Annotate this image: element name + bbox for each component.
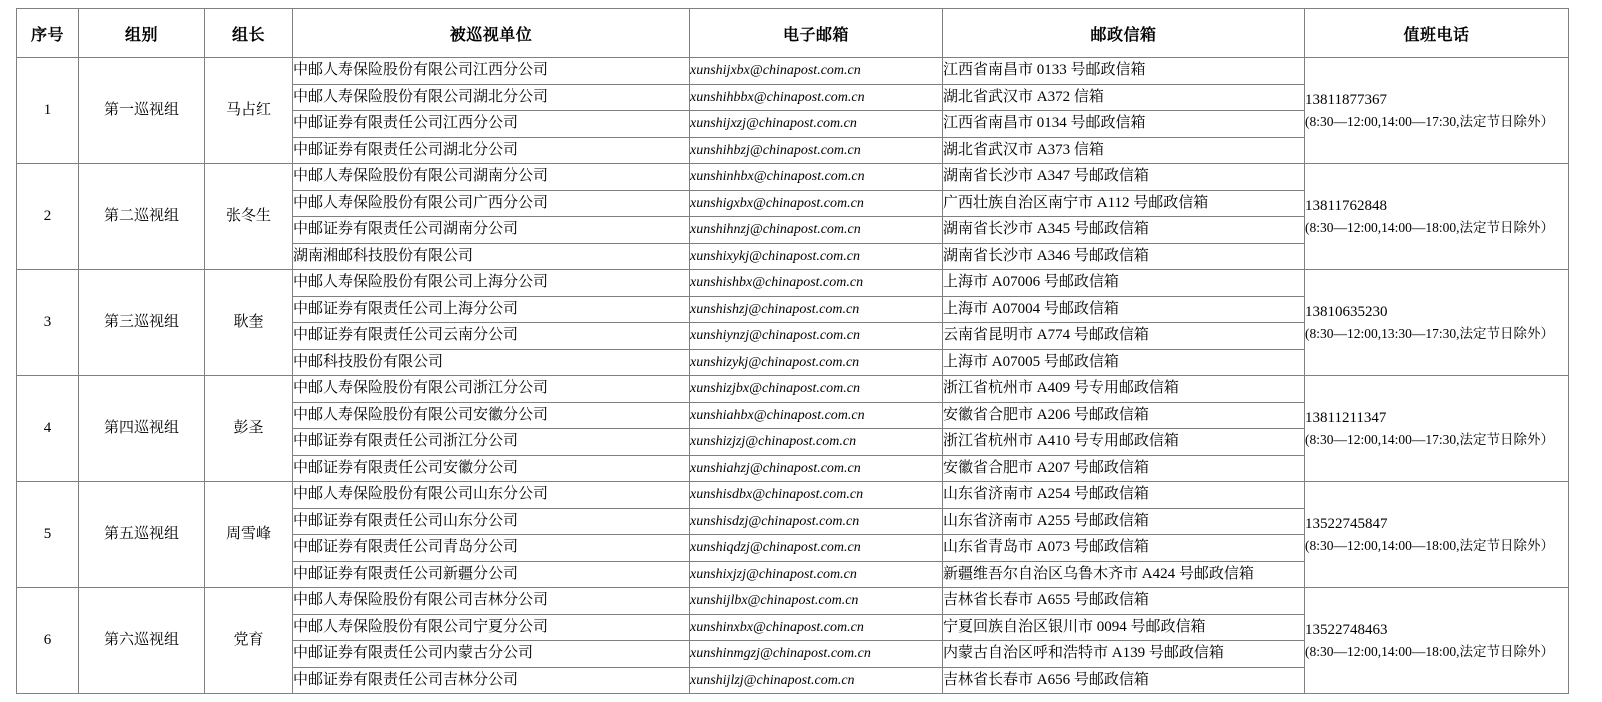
- cell-unit: 中邮人寿保险股份有限公司湖南分公司: [293, 164, 690, 191]
- cell-seq: 6: [17, 588, 79, 694]
- phone-hours: (8:30—12:00,14:00—17:30,法定节日除外）: [1305, 113, 1554, 129]
- cell-email[interactable]: xunshixjzj@chinapost.com.cn: [690, 561, 943, 588]
- phone-number: 13811762848: [1305, 197, 1387, 214]
- cell-email[interactable]: xunshihbbx@chinapost.com.cn: [690, 84, 943, 111]
- cell-post: 广西壮族自治区南宁市 A112 号邮政信箱: [943, 190, 1305, 217]
- phone-number: 13810635230: [1305, 303, 1388, 320]
- cell-email[interactable]: xunshinmgzj@chinapost.com.cn: [690, 641, 943, 668]
- cell-phone: [1305, 58, 1569, 164]
- cell-post: 江西省南昌市 0134 号邮政信箱: [943, 111, 1305, 138]
- document-page: [0, 8, 1602, 702]
- cell-unit: 中邮证券有限责任公司云南分公司: [293, 323, 690, 350]
- cell-post: 上海市 A07004 号邮政信箱: [943, 296, 1305, 323]
- cell-post: 吉林省长春市 A655 号邮政信箱: [943, 588, 1305, 615]
- column-header-unit: 被巡视单位: [293, 9, 690, 58]
- phone-hours: (8:30—12:00,14:00—18:00,法定节日除外）: [1305, 537, 1554, 553]
- cell-unit: 中邮人寿保险股份有限公司湖北分公司: [293, 84, 690, 111]
- cell-unit: 中邮证券有限责任公司内蒙古分公司: [293, 641, 690, 668]
- cell-email[interactable]: xunshizjzj@chinapost.com.cn: [690, 429, 943, 456]
- cell-email[interactable]: xunshijxzj@chinapost.com.cn: [690, 111, 943, 138]
- cell-unit: 中邮证券有限责任公司江西分公司: [293, 111, 690, 138]
- cell-email[interactable]: xunshiahzj@chinapost.com.cn: [690, 455, 943, 482]
- cell-phone: [1305, 588, 1569, 694]
- cell-post: 湖南省长沙市 A345 号邮政信箱: [943, 217, 1305, 244]
- cell-email[interactable]: xunshijlzj@chinapost.com.cn: [690, 667, 943, 694]
- cell-unit: 中邮证券有限责任公司湖北分公司: [293, 137, 690, 164]
- table-row: [17, 588, 1569, 615]
- table-row: [17, 164, 1569, 191]
- cell-unit: 中邮人寿保险股份有限公司山东分公司: [293, 482, 690, 509]
- cell-unit: 中邮人寿保险股份有限公司宁夏分公司: [293, 614, 690, 641]
- cell-seq: 4: [17, 376, 79, 482]
- cell-unit: 中邮证券有限责任公司吉林分公司: [293, 667, 690, 694]
- cell-leader: 马占红: [205, 58, 293, 164]
- phone-number: 13811877367: [1305, 91, 1387, 108]
- phone-hours: (8:30—12:00,14:00—18:00,法定节日除外）: [1305, 219, 1554, 235]
- cell-leader: 张冬生: [205, 164, 293, 270]
- table-header: [17, 9, 1569, 58]
- cell-post: 上海市 A07006 号邮政信箱: [943, 270, 1305, 297]
- cell-unit: 中邮人寿保险股份有限公司吉林分公司: [293, 588, 690, 615]
- cell-email[interactable]: xunshijxbx@chinapost.com.cn: [690, 58, 943, 85]
- table-row: [17, 270, 1569, 297]
- column-header-email: 电子邮箱: [690, 9, 943, 58]
- cell-unit: 中邮科技股份有限公司: [293, 349, 690, 376]
- cell-leader: 党育: [205, 588, 293, 694]
- cell-group: 第五巡视组: [79, 482, 205, 588]
- phone-number: 13522748463: [1305, 621, 1388, 638]
- cell-email[interactable]: xunshiynzj@chinapost.com.cn: [690, 323, 943, 350]
- cell-unit: 中邮人寿保险股份有限公司广西分公司: [293, 190, 690, 217]
- cell-email[interactable]: xunshinxbx@chinapost.com.cn: [690, 614, 943, 641]
- cell-email[interactable]: xunshihnzj@chinapost.com.cn: [690, 217, 943, 244]
- cell-group: 第三巡视组: [79, 270, 205, 376]
- phone-number: 13811211347: [1305, 409, 1387, 426]
- cell-post: 内蒙古自治区呼和浩特市 A139 号邮政信箱: [943, 641, 1305, 668]
- inspection-groups-table: [16, 8, 1569, 694]
- cell-leader: 周雪峰: [205, 482, 293, 588]
- column-header-post: 邮政信箱: [943, 9, 1305, 58]
- cell-email[interactable]: xunshiqdzj@chinapost.com.cn: [690, 535, 943, 562]
- cell-unit: 中邮证券有限责任公司湖南分公司: [293, 217, 690, 244]
- cell-email[interactable]: xunshiahbx@chinapost.com.cn: [690, 402, 943, 429]
- cell-post: 湖北省武汉市 A372 信箱: [943, 84, 1305, 111]
- cell-post: 安徽省合肥市 A207 号邮政信箱: [943, 455, 1305, 482]
- phone-hours: (8:30—12:00,14:00—17:30,法定节日除外）: [1305, 431, 1554, 447]
- cell-post: 新疆维吾尔自治区乌鲁木齐市 A424 号邮政信箱: [943, 561, 1305, 588]
- cell-post: 山东省济南市 A255 号邮政信箱: [943, 508, 1305, 535]
- cell-unit: 中邮人寿保险股份有限公司浙江分公司: [293, 376, 690, 403]
- table-header-row: [17, 9, 1569, 58]
- cell-seq: 5: [17, 482, 79, 588]
- column-header-leader: 组长: [205, 9, 293, 58]
- cell-email[interactable]: xunshixykj@chinapost.com.cn: [690, 243, 943, 270]
- cell-group: 第六巡视组: [79, 588, 205, 694]
- cell-post: 山东省青岛市 A073 号邮政信箱: [943, 535, 1305, 562]
- cell-post: 湖南省长沙市 A346 号邮政信箱: [943, 243, 1305, 270]
- column-header-group: 组别: [79, 9, 205, 58]
- table-row: [17, 482, 1569, 509]
- cell-post: 安徽省合肥市 A206 号邮政信箱: [943, 402, 1305, 429]
- cell-email[interactable]: xunshisdzj@chinapost.com.cn: [690, 508, 943, 535]
- cell-post: 上海市 A07005 号邮政信箱: [943, 349, 1305, 376]
- cell-seq: 1: [17, 58, 79, 164]
- cell-post: 湖北省武汉市 A373 信箱: [943, 137, 1305, 164]
- cell-post: 湖南省长沙市 A347 号邮政信箱: [943, 164, 1305, 191]
- cell-seq: 2: [17, 164, 79, 270]
- cell-group: 第一巡视组: [79, 58, 205, 164]
- table-body: [17, 58, 1569, 694]
- cell-post: 江西省南昌市 0133 号邮政信箱: [943, 58, 1305, 85]
- cell-email[interactable]: xunshishzj@chinapost.com.cn: [690, 296, 943, 323]
- cell-post: 云南省昆明市 A774 号邮政信箱: [943, 323, 1305, 350]
- cell-post: 宁夏回族自治区银川市 0094 号邮政信箱: [943, 614, 1305, 641]
- table-row: [17, 58, 1569, 85]
- cell-leader: 彭圣: [205, 376, 293, 482]
- cell-leader: 耿奎: [205, 270, 293, 376]
- phone-hours: (8:30—12:00,13:30—17:30,法定节日除外）: [1305, 325, 1554, 341]
- cell-email[interactable]: xunshigxbx@chinapost.com.cn: [690, 190, 943, 217]
- cell-post: 山东省济南市 A254 号邮政信箱: [943, 482, 1305, 509]
- cell-unit: 中邮证券有限责任公司浙江分公司: [293, 429, 690, 456]
- cell-unit: 中邮证券有限责任公司青岛分公司: [293, 535, 690, 562]
- cell-unit: 湖南湘邮科技股份有限公司: [293, 243, 690, 270]
- cell-email[interactable]: xunshishbx@chinapost.com.cn: [690, 270, 943, 297]
- cell-seq: 3: [17, 270, 79, 376]
- cell-unit: 中邮人寿保险股份有限公司上海分公司: [293, 270, 690, 297]
- cell-post: 吉林省长春市 A656 号邮政信箱: [943, 667, 1305, 694]
- cell-email[interactable]: xunshihbzj@chinapost.com.cn: [690, 137, 943, 164]
- cell-phone: [1305, 376, 1569, 482]
- cell-group: 第四巡视组: [79, 376, 205, 482]
- cell-unit: 中邮证券有限责任公司山东分公司: [293, 508, 690, 535]
- cell-phone: [1305, 164, 1569, 270]
- cell-email[interactable]: xunshizykj@chinapost.com.cn: [690, 349, 943, 376]
- column-header-seq: 序号: [17, 9, 79, 58]
- cell-phone: [1305, 482, 1569, 588]
- cell-email[interactable]: xunshizjbx@chinapost.com.cn: [690, 376, 943, 403]
- cell-post: 浙江省杭州市 A409 号专用邮政信箱: [943, 376, 1305, 403]
- cell-unit: 中邮人寿保险股份有限公司安徽分公司: [293, 402, 690, 429]
- cell-phone: [1305, 270, 1569, 376]
- cell-unit: 中邮证券有限责任公司上海分公司: [293, 296, 690, 323]
- cell-unit: 中邮人寿保险股份有限公司江西分公司: [293, 58, 690, 85]
- column-header-phone: 值班电话: [1305, 9, 1569, 58]
- cell-unit: 中邮证券有限责任公司新疆分公司: [293, 561, 690, 588]
- cell-unit: 中邮证券有限责任公司安徽分公司: [293, 455, 690, 482]
- cell-post: 浙江省杭州市 A410 号专用邮政信箱: [943, 429, 1305, 456]
- phone-number: 13522745847: [1305, 515, 1388, 532]
- phone-hours: (8:30—12:00,14:00—18:00,法定节日除外）: [1305, 643, 1554, 659]
- cell-email[interactable]: xunshisdbx@chinapost.com.cn: [690, 482, 943, 509]
- table-row: [17, 376, 1569, 403]
- cell-email[interactable]: xunshijlbx@chinapost.com.cn: [690, 588, 943, 615]
- cell-group: 第二巡视组: [79, 164, 205, 270]
- cell-email[interactable]: xunshinhbx@chinapost.com.cn: [690, 164, 943, 191]
